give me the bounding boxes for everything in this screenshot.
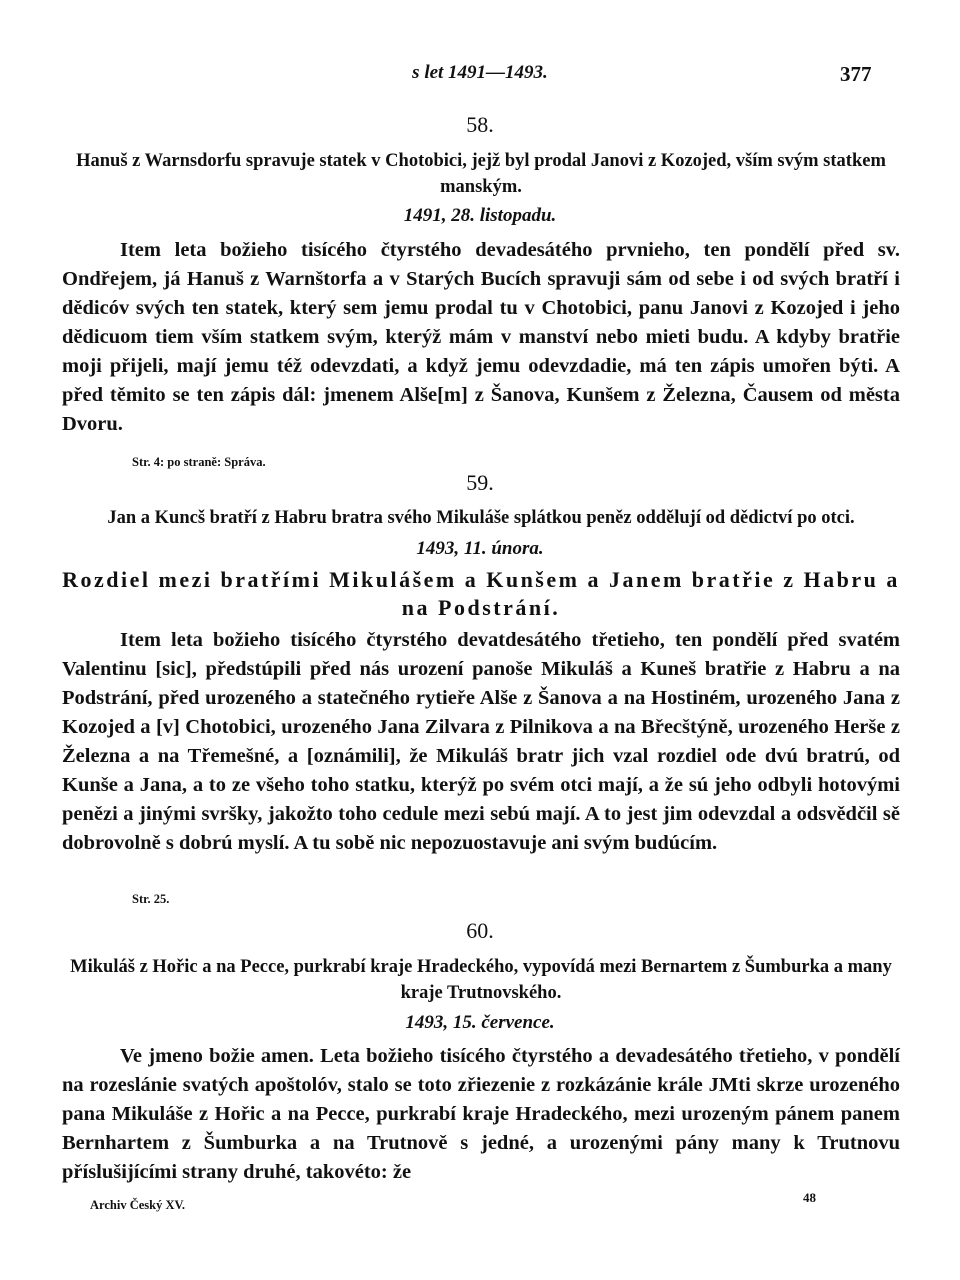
doc58-text [62,236,900,439]
doc58-paragraph: Item leta božieho tisícého čtyrstého devadesátého prvnieho, ten pondělí před sv. Ondřejem, já Hanuš z Warnštorfa a v Starých Bucích spravuji sám od sebe i od svých bratří i dědicóv svých ten statek, který sem jemu prodal tu v Chotobici, panu Janovi z Kozojed i jeho dědicuom tiem vším statkem svým, kterýž mám v manství nebo mieti budu. A kdyby bratřie moji přijeli, mají jemu též odevzdati, a když jemu odevzdadie, má ten zápis umořen býti. A před těmito se ten zápis dál: jmenem Alše[m] z Šanova, Kunšem z Železna, Čausem od města Dvoru. [62,239,900,435]
doc58-regest: Hanuš z Warnsdorfu spravuje statek v Chotobici, jejž byl prodal Janovi z Kozojed, vším svým statkem manským. [76,151,886,197]
doc59-regest: Jan a Kuncš bratří z Habru bratra svého Mikuláše splátkou peněz oddělují od dědictví po otci. [107,508,855,528]
doc60-number: 60. [466,918,494,943]
doc59-text [62,626,900,858]
doc60-text [62,1042,900,1187]
page-number: 377 [840,62,872,86]
doc59-heading: Rozdiel mezi bratřími Mikulášem a Kunšem a Janem bratřie z Habru a na Podstrání. [62,567,900,620]
doc60-date: 1493, 15. července. [405,1012,555,1033]
doc60-regest: Mikuláš z Hořic a na Pecce, purkrabí kraje Hradeckého, vypovídá mezi Bernartem z Šumburka a many kraje Trutnovského. [70,957,892,1003]
doc58-date: 1491, 28. listopadu. [403,205,557,226]
doc58-number: 58. [466,112,494,137]
doc60-paragraph: Ve jmeno božie amen. Leta božieho tisícého čtyrstého a devadesátého třetieho, v pondělí na rozeslánie svatých apoštolóv, stalo se toto zřiezenie z rozkázánie krále JMti skrze urozeného pana Mikuláše z Hořic a na Pecce, purkrabí kraje Hradeckého, mezi urozeným pánem panem Bernhartem z Šumburka a na Trutnově s jedné, a urozenými pány many k Trutnovu příslušijícími strany druhé, takovéto: že [62,1045,900,1183]
running-title: s let 1491—1493. [412,62,548,83]
doc59-number: 59. [466,470,494,495]
archive-signature: Archiv Český XV. [90,1198,186,1212]
doc59-note: Str. 25. [132,892,170,906]
doc58-note: Str. 4: po straně: Správa. [132,455,266,469]
doc59-paragraph: Item leta božieho tisícého čtyrstého devatdesátého třetieho, ten pondělí před svatém Valentinu [sic], předstúpili před nás urození panoše Mikuláš a Kuneš bratřie z Habru a na Podstrání, před urozeného a statečného rytieře Alše z Šanova a na Hostiném, urozeného Jana z Kozojed a [v] Chotobici, urozeného Jana Zilvara z Pilnikova a na Břecštýně, urozeného Herše z Železna a na Třemešné, a [oznámili], že Mikuláš bratr jich vzal rozdiel ode dvú bratrú, od Kunše a Jana, a to ze všeho toho statku, kterýž po svém otci mají, a že sú jeho odbyli hotovými penězi a jinými svršky, jakožto toho cedule mezi sebú mají. A to jest jim odevzdal a odsvědčil sě dobrovolně s dobrú myslí. A tu sobě nic nepozuostavuje ani svým budúcím. [62,629,900,854]
doc59-date: 1493, 11. února. [416,538,544,559]
sheet-number: 48 [803,1190,816,1205]
